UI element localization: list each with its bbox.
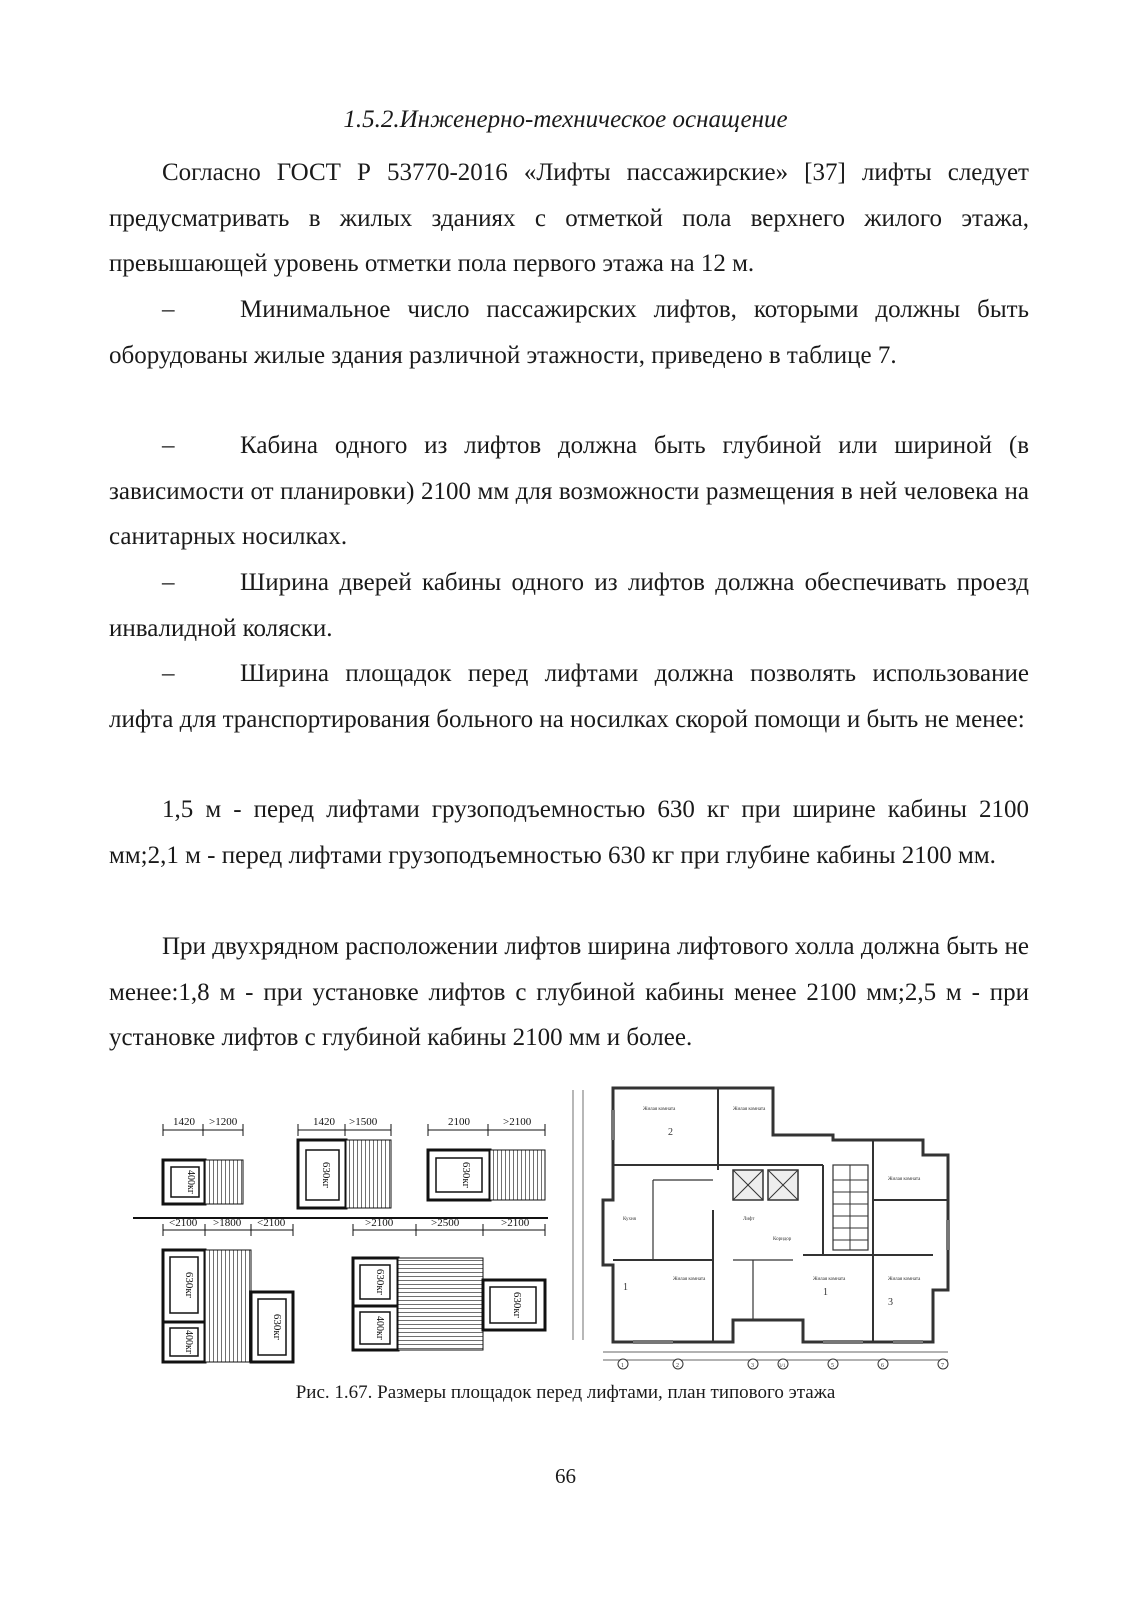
cabin-label-630: 630кг	[320, 1161, 332, 1189]
cabin-label-630: 630кг	[511, 1291, 523, 1319]
room-label: Жилая комната	[733, 1107, 766, 1112]
paragraph-two-row: При двухрядном расположении лифтов ширина лифтового холла должна быть не менее:1,8 м - при установке лифтов с глубиной кабины менее 2100 мм;2,5 м - при установке лифтов с глубиной кабины 2100 мм и более.	[109, 933, 1029, 1051]
cabin-label-630: 630кг	[183, 1271, 195, 1299]
axis-label: 6	[881, 1363, 884, 1369]
dim-label: 1420	[173, 1116, 195, 1128]
dim-label: <2100	[169, 1217, 198, 1229]
section-heading: 1.5.2.Инженерно-техническое оснащение	[343, 106, 788, 133]
list-item-text: Ширина дверей кабины одного из лифтов должна обеспечивать проезд инвалидной коляски.	[109, 569, 1029, 642]
dash-bullet: –	[162, 660, 175, 687]
elevator-label: Лифт	[743, 1217, 755, 1222]
dim-label: >1200	[209, 1116, 238, 1128]
figure-caption: Рис. 1.67. Размеры площадок перед лифтами, план типового этажа	[295, 1382, 836, 1403]
dim-label: 2100	[448, 1116, 470, 1128]
list-item-door-width	[109, 560, 1029, 651]
dim-label: <2100	[257, 1217, 286, 1229]
paragraph-gost: Согласно ГОСТ Р 53770-2016 «Лифты пассажирские» [37] лифты следует предусматривать в жилых зданиях с отметкой пола верхнего жилого этажа, превышающей уровень отметки пола первого этажа на 12 м.	[109, 159, 1029, 277]
dash-bullet: –	[162, 432, 175, 459]
dim-label: >2500	[431, 1217, 460, 1229]
apartment-number: 1	[823, 1287, 828, 1298]
cabin-label-400: 400кг	[185, 1170, 196, 1194]
room-label: Жилая комната	[888, 1177, 921, 1182]
dash-bullet: –	[162, 569, 175, 596]
dim-label: >2100	[501, 1217, 530, 1229]
typical-floor-plan	[573, 1088, 948, 1369]
cabin-label-630: 630кг	[460, 1161, 472, 1189]
dim-label: >2100	[365, 1217, 394, 1229]
list-item-text: Кабина одного из лифтов должна быть глубиной или шириной (в зависимости от планировки) 2100 мм для возможности размещения в ней человека на санитарных носилках.	[109, 432, 1029, 550]
cabin-label-400: 400кг	[374, 1316, 385, 1340]
list-item-cabin-depth	[109, 423, 1029, 560]
apartment-number: 1	[623, 1282, 628, 1293]
dash-bullet: –	[162, 296, 175, 323]
dim-label: >2100	[503, 1116, 532, 1128]
axis-label: 1	[621, 1363, 624, 1369]
cabin-label-630: 630кг	[271, 1313, 283, 1341]
figure-lift-platforms-and-floor-plan	[133, 1080, 1003, 1370]
axis-label: 3/1	[779, 1364, 786, 1369]
list-item-text: Минимальное число пассажирских лифтов, которыми должны быть оборудованы жилые здания различной этажности, приведено в таблице 7.	[109, 296, 1029, 369]
cabin-label-630: 630кг	[374, 1268, 386, 1296]
dim-label: >1800	[213, 1217, 242, 1229]
list-item-platform-width	[109, 651, 1029, 742]
paragraph-platform-sizes: 1,5 м - перед лифтами грузоподъемностью 630 кг при ширине кабины 2100 мм;2,1 м - перед лифтами грузоподъемностью 630 кг при глубине кабины 2100 мм.	[109, 796, 1029, 869]
axis-label: 2	[676, 1363, 679, 1369]
dim-label: >1500	[349, 1116, 378, 1128]
axis-label: 7	[941, 1363, 944, 1369]
room-label: Жилая комната	[888, 1277, 921, 1282]
page-number: 66	[555, 1464, 576, 1488]
room-label: Жилая комната	[643, 1107, 676, 1112]
apartment-number: 3	[888, 1297, 893, 1308]
dim-label: 1420	[313, 1116, 335, 1128]
hall-label: Коридор	[773, 1237, 792, 1242]
room-label: Жилая комната	[813, 1277, 846, 1282]
list-item-text: Ширина площадок перед лифтами должна позволять использование лифта для транспортирования больного на носилках скорой помощи и быть не менее:	[109, 660, 1029, 733]
lift-schemes	[133, 1124, 548, 1362]
list-item-min-lifts	[109, 287, 1029, 378]
kitchen-label: Кухня	[623, 1217, 636, 1222]
cabin-label-400: 400кг	[183, 1330, 194, 1354]
apartment-number: 2	[668, 1127, 673, 1138]
room-label: Жилая комната	[673, 1277, 706, 1282]
axis-label: 3	[751, 1363, 754, 1369]
axis-label: 5	[831, 1363, 834, 1369]
